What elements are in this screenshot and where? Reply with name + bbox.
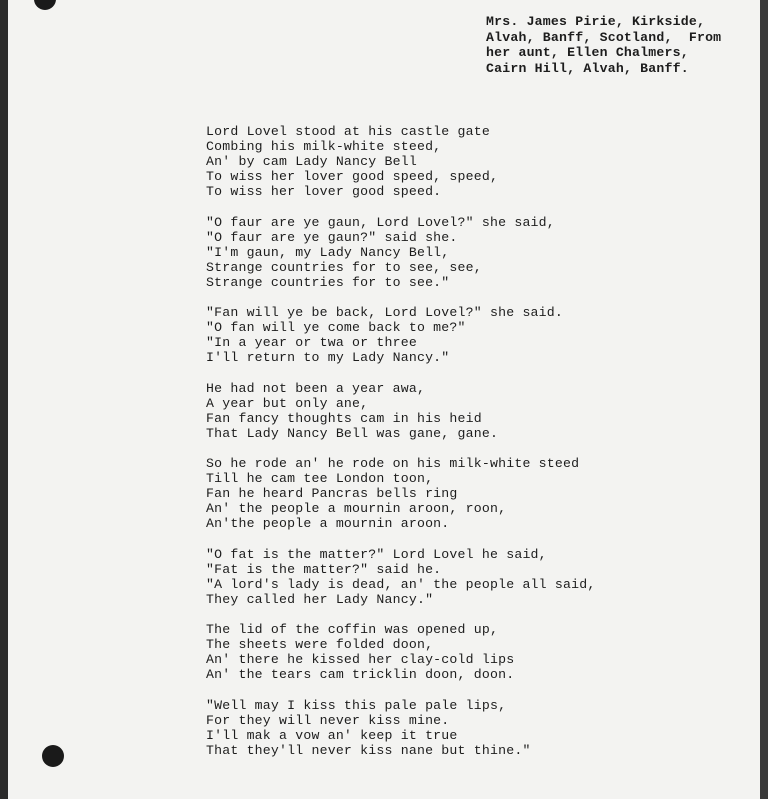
verse-line: A year but only ane, xyxy=(206,395,369,411)
header-line: Mrs. James Pirie, Kirkside, xyxy=(486,14,706,29)
verse-line: I'll return to my Lady Nancy." xyxy=(206,350,450,366)
verse-line: "O faur are ye gaun, Lord Lovel?" she said, xyxy=(206,214,555,230)
stanza xyxy=(206,456,595,531)
ballad-text xyxy=(206,124,595,773)
verse-line: I'll mak a vow an' keep it true xyxy=(206,727,458,743)
verse-line: "A lord's lady is dead, an' the people all said, xyxy=(206,576,596,592)
verse-line: "I'm gaun, my Lady Nancy Bell, xyxy=(206,244,450,260)
verse-line: For they will never kiss mine. xyxy=(206,712,450,728)
punch-hole-top xyxy=(34,0,56,10)
verse-line: The lid of the coffin was opened up, xyxy=(206,622,499,638)
verse-line: So he rode an' he rode on his milk-white steed xyxy=(206,456,580,472)
stanza xyxy=(206,622,595,682)
verse-line: "Well may I kiss this pale pale lips, xyxy=(206,697,507,713)
stanza xyxy=(206,547,595,607)
verse-line: Strange countries for to see." xyxy=(206,274,450,290)
verse-line: "Fat is the matter?" said he. xyxy=(206,561,442,577)
verse-line: To wiss her lover good speed, speed, xyxy=(206,169,499,185)
verse-line: An' by cam Lady Nancy Bell xyxy=(206,154,417,170)
page-edge xyxy=(760,0,768,799)
verse-line: "O faur are ye gaun?" said she. xyxy=(206,229,458,245)
stanza xyxy=(206,381,595,441)
verse-line: To wiss her lover good speed. xyxy=(206,184,442,200)
verse-line: They called her Lady Nancy." xyxy=(206,591,434,607)
verse-line: That Lady Nancy Bell was gane, gane. xyxy=(206,425,499,441)
verse-line: "Fan will ye be back, Lord Lovel?" she said. xyxy=(206,305,564,321)
verse-line: That they'll never kiss nane but thine." xyxy=(206,742,531,758)
stanza xyxy=(206,124,595,199)
verse-line: "O fat is the matter?" Lord Lovel he said, xyxy=(206,546,547,562)
verse-line: He had not been a year awa, xyxy=(206,380,426,396)
verse-line: Till he cam tee London toon, xyxy=(206,471,434,487)
header-line: Alvah, Banff, Scotland, From xyxy=(486,29,722,45)
verse-line: An' the tears cam tricklin doon, doon. xyxy=(206,667,515,683)
stanza xyxy=(206,215,595,290)
verse-line: An' there he kissed her clay-cold lips xyxy=(206,652,515,668)
punch-hole-bottom xyxy=(42,745,64,767)
verse-line: "In a year or twa or three xyxy=(206,335,417,351)
verse-line: Lord Lovel stood at his castle gate xyxy=(206,124,490,139)
verse-line: The sheets were folded doon, xyxy=(206,637,434,653)
source-attribution xyxy=(486,14,721,76)
stanza xyxy=(206,698,595,758)
verse-line: Combing his milk-white steed, xyxy=(206,139,442,155)
verse-line: An' the people a mournin aroon, roon, xyxy=(206,501,507,517)
stanza xyxy=(206,305,595,365)
verse-line: "O fan will ye come back to me?" xyxy=(206,320,466,336)
verse-line: An'the people a mournin aroon. xyxy=(206,516,450,532)
document-page xyxy=(8,0,760,799)
verse-line: Fan fancy thoughts cam in his heid xyxy=(206,410,482,426)
header-line: her aunt, Ellen Chalmers, xyxy=(486,45,689,60)
verse-line: Fan he heard Pancras bells ring xyxy=(206,486,458,502)
header-line: Cairn Hill, Alvah, Banff. xyxy=(486,60,689,76)
verse-line: Strange countries for to see, see, xyxy=(206,259,482,275)
